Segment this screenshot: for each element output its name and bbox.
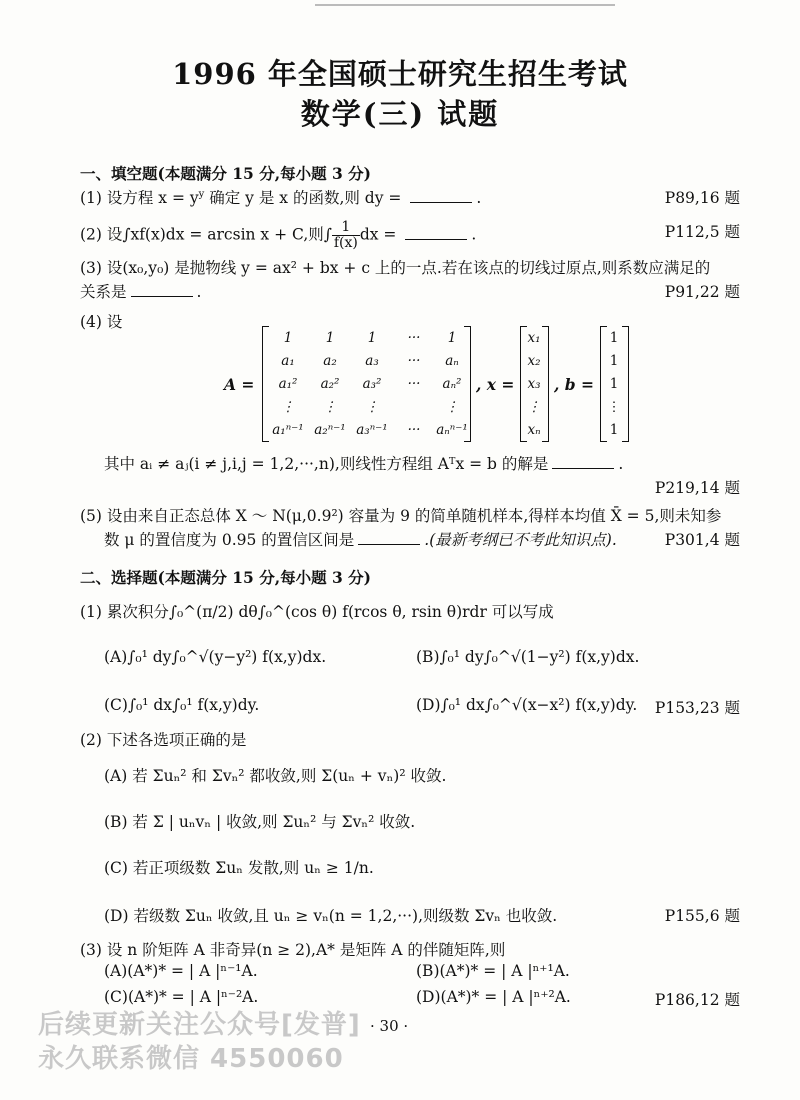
- s2-q1-option-b: (B)∫₀¹ dy∫₀^√(1−y²) f(x,y)dx.: [416, 648, 640, 666]
- matrix-a-cell: aₙ: [445, 353, 459, 369]
- s1-q5-ref: P301,4 题: [664, 531, 740, 549]
- matrix-a-cell: a₂²: [320, 376, 340, 392]
- s1-q5-line1: (5) 设由来自正态总体 X ～ N(μ,0.9²) 容量为 9 的简单随机样本,得样本均值 X̄ = 5,则未知参: [80, 507, 722, 525]
- s1-q2: (2) 设∫xf(x)dx = arcsin x + C,则∫ $\frac{1}{f(x)}$ dx = .: [80, 219, 477, 251]
- s2-q2-option-d: (D) 若级数 Σuₙ 收敛,且 uₙ ≥ vₙ(n = 1,2,···),则级数 Σvₙ 也收敛.: [104, 907, 558, 925]
- answer-blank: [552, 456, 614, 469]
- s1-q1-ref: P89,16 题: [664, 189, 740, 207]
- matrix-a-cell: aₙⁿ⁻¹: [436, 422, 468, 438]
- s2-q2-stem: (2) 下述各选项正确的是: [80, 731, 247, 749]
- vector-b-label: , b =: [554, 375, 595, 394]
- matrix-a-cell: ⋮: [365, 399, 379, 415]
- vector-x-entry: xₙ: [527, 422, 541, 438]
- s2-q2-option-a: (A) 若 Σuₙ² 和 Σvₙ² 都收敛,则 Σ(uₙ + vₙ)² 收敛.: [104, 767, 447, 785]
- vector-b-entry: 1: [609, 422, 619, 438]
- s2-q2-option-c: (C) 若正项级数 Σuₙ 发散,则 uₙ ≥ 1/n.: [104, 859, 374, 877]
- s2-q3-option-a: (A)(A*)* = | A |ⁿ⁻¹A.: [104, 962, 258, 980]
- s1-q3-ref: P91,22 题: [664, 283, 740, 301]
- watermark-line-1: 后续更新关注公众号[发普]: [38, 1010, 361, 1040]
- matrix-a-cell: a₂ⁿ⁻¹: [314, 422, 346, 438]
- answer-blank: [405, 227, 467, 240]
- matrix-a-label: A =: [224, 375, 255, 394]
- matrix-a-cell: a₃²: [362, 376, 382, 392]
- s1-q4-ref: P219,14 题: [654, 479, 740, 497]
- s1-q3-line1: (3) 设(x₀,y₀) 是抛物线 y = ax² + bx + c 上的一点.若在该点的切线过原点,则系数应满足的: [80, 259, 711, 277]
- answer-blank: [131, 284, 193, 297]
- fraction: $\frac{1}{f(x)}$: [333, 219, 358, 251]
- s1-q1: (1) 设方程 $x = y^y$ 确定 y 是 x 的函数,则 dy = .: [80, 188, 482, 207]
- top-rule: [315, 4, 615, 6]
- vector-x-entry: ⋮: [527, 399, 541, 415]
- page-number: · 30 ·: [370, 1017, 409, 1035]
- matrix-a-cell: 1: [447, 330, 457, 346]
- s2-q1-option-c: (C)∫₀¹ dx∫₀¹ f(x,y)dy.: [104, 696, 260, 714]
- matrix-a-cell: a₃: [365, 353, 379, 369]
- exam-subtitle: 数学(三) 试题: [300, 97, 500, 131]
- matrix-a-cell: ⋮: [281, 399, 295, 415]
- s2-q1-stem: (1) 累次积分∫₀^(π/2) dθ∫₀^(cos θ) f(rcos θ, rsin θ)rdr 可以写成: [80, 603, 554, 621]
- vector-b-entry: 1: [609, 376, 619, 392]
- matrix-a-cell: a₂: [323, 353, 337, 369]
- s1-q4-intro: (4) 设: [80, 313, 123, 331]
- matrix-a-cell: ⋮: [323, 399, 337, 415]
- matrix-a-cell: a₁ⁿ⁻¹: [272, 422, 304, 438]
- section-2-heading: 二、选择题(本题满分 15 分,每小题 3 分): [80, 568, 372, 587]
- s2-q1-option-d: (D)∫₀¹ dx∫₀^√(x−x²) f(x,y)dy.: [416, 696, 638, 714]
- matrix-a-cell: ⋮: [445, 399, 459, 415]
- s2-q3-option-c: (C)(A*)* = | A |ⁿ⁻²A.: [104, 988, 259, 1006]
- vector-b-entry: ⋮: [607, 399, 621, 415]
- s2-q2-option-b: (B) 若 Σ | uₙvₙ | 收敛,则 Σuₙ² 与 Σvₙ² 收敛.: [104, 813, 416, 831]
- answer-blank: [358, 532, 420, 545]
- section-1-heading: 一、填空题(本题满分 15 分,每小题 3 分): [80, 164, 372, 183]
- s2-q3-stem: (3) 设 n 阶矩阵 A 非奇异(n ≥ 2),A* 是矩阵 A 的伴随矩阵,则: [80, 941, 506, 959]
- vector-x-entry: x₂: [527, 353, 541, 369]
- matrix-a-cell: ···: [407, 422, 421, 438]
- s1-q2-ref: P112,5 题: [664, 223, 740, 241]
- vector-b-entry: 1: [609, 330, 619, 346]
- matrix-a-cell: ···: [407, 353, 421, 369]
- exam-title: 1996 年全国硕士研究生招生考试: [172, 57, 628, 91]
- matrix-a-cell: 1: [325, 330, 335, 346]
- vector-x-label: , x =: [476, 375, 515, 394]
- vector-b-entry: 1: [609, 353, 619, 369]
- s1-q5-line2: 数 μ 的置信度为 0.95 的置信区间是 .(最新考纲已不考此知识点).: [104, 531, 617, 549]
- s2-q1-option-a: (A)∫₀¹ dy∫₀^√(y−y²) f(x,y)dx.: [104, 648, 327, 666]
- matrix-a-cell: ···: [407, 376, 421, 392]
- s2-q3-ref: P186,12 题: [654, 991, 740, 1009]
- matrix-a-cell: a₁²: [278, 376, 298, 392]
- s1-q4-condition: 其中 aᵢ ≠ aⱼ(i ≠ j,i,j = 1,2,···,n),则线性方程组 Aᵀx = b 的解是 .: [104, 455, 624, 473]
- s2-q3-option-b: (B)(A*)* = | A |ⁿ⁺¹A.: [416, 962, 570, 980]
- matrix-a-cell: 1: [367, 330, 377, 346]
- vector-x-entry: x₁: [527, 330, 541, 346]
- s2-q1-ref: P153,23 题: [654, 699, 740, 717]
- s2-q3-option-d: (D)(A*)* = | A |ⁿ⁺²A.: [416, 988, 571, 1006]
- matrix-a-cell: 1: [283, 330, 293, 346]
- matrix-a-cell: ···: [407, 330, 421, 346]
- watermark-line-2: 永久联系微信 4550060: [38, 1044, 344, 1074]
- s1-q3-line2: 关系是 .: [80, 283, 202, 301]
- matrix-a-cell: a₃ⁿ⁻¹: [356, 422, 388, 438]
- matrix-a-cell: a₁: [281, 353, 295, 369]
- answer-blank: [410, 190, 472, 203]
- vector-x-entry: x₃: [527, 376, 541, 392]
- s2-q2-ref: P155,6 题: [664, 907, 740, 925]
- matrix-a-cell: aₙ²: [442, 376, 462, 392]
